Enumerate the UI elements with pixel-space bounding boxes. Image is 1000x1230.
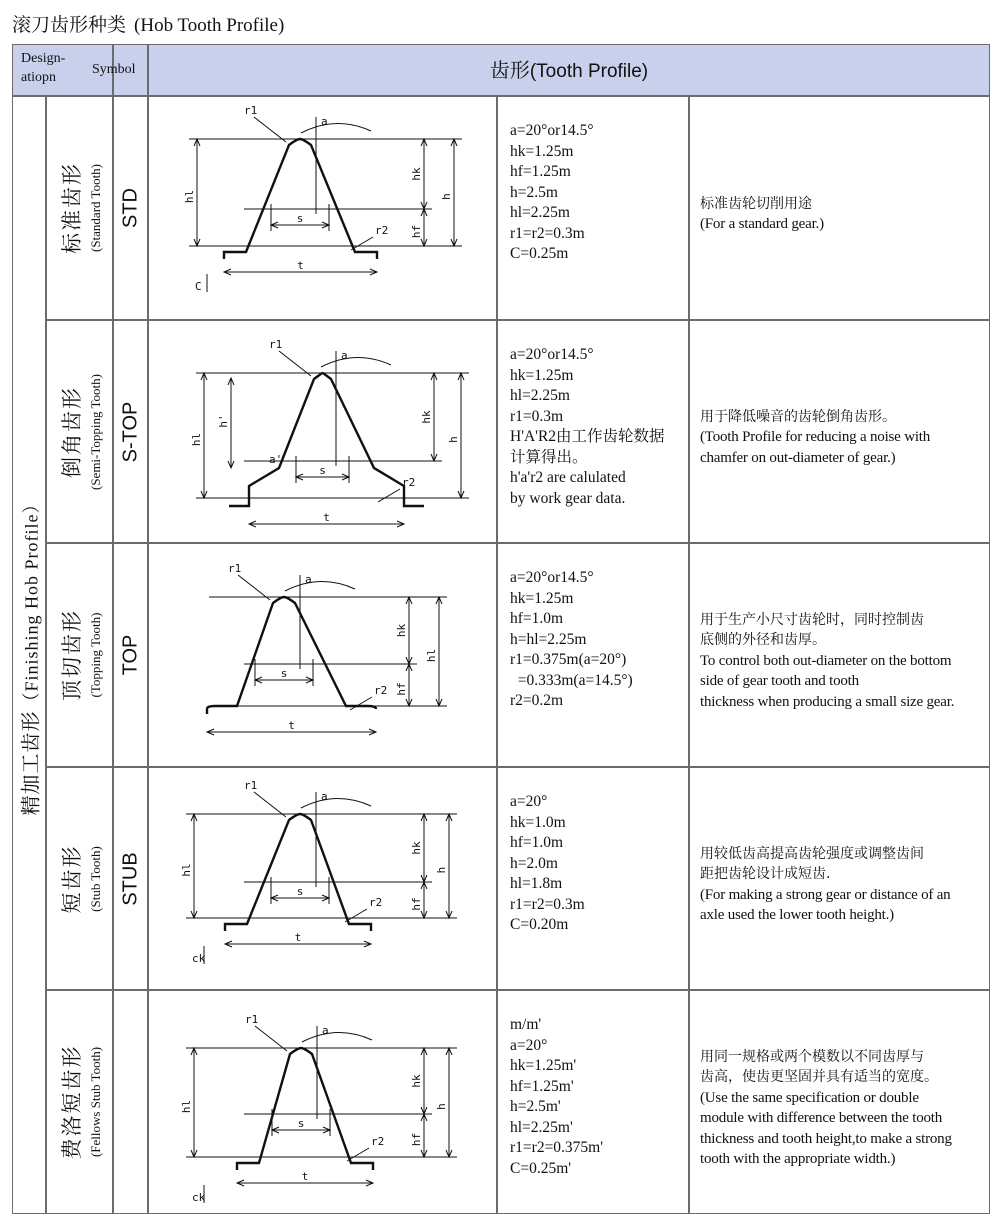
label-hf: hf bbox=[410, 224, 423, 239]
description-cell-row-4 bbox=[689, 767, 990, 990]
symbol-cell-row-2 bbox=[113, 320, 148, 543]
label-h-prime: h' bbox=[217, 414, 230, 428]
label-hf: hf bbox=[395, 682, 408, 696]
label-ck: ck bbox=[192, 1191, 206, 1204]
r1-leader bbox=[254, 792, 286, 817]
label-a: a bbox=[341, 349, 348, 362]
designation-label bbox=[56, 609, 104, 701]
parameter-line: a=20°or14.5° bbox=[510, 122, 594, 139]
description-cn-line: 距把齿轮设计成短齿. bbox=[700, 866, 831, 882]
designation-cell-row-4 bbox=[46, 767, 113, 990]
parameter-line: h'a'r2 are calulated bbox=[510, 469, 626, 486]
angle-arc bbox=[321, 357, 391, 367]
designation-label bbox=[56, 162, 104, 254]
label-s: s bbox=[296, 885, 304, 898]
parameter-line: r1=0.3m bbox=[510, 407, 564, 425]
label-r1: r1 bbox=[269, 338, 283, 351]
designation-en: (Stub Tooth) bbox=[87, 845, 103, 912]
parameter-line: r1=r2=0.375m' bbox=[510, 1139, 604, 1156]
label-s: s bbox=[296, 212, 304, 225]
label-hk: hk bbox=[410, 167, 423, 181]
designation-cell-row-3 bbox=[46, 543, 113, 767]
header-symbol bbox=[92, 44, 148, 96]
description-cn-line: 用于生产小尺寸齿轮时，同时控制齿 bbox=[700, 611, 924, 628]
designation-label bbox=[56, 1045, 104, 1160]
parameter-line: C=0.25m bbox=[510, 245, 569, 262]
parameter-line: C=0.20m bbox=[510, 916, 569, 933]
tooth-profile-diagram bbox=[149, 97, 498, 319]
parameter-line: hk=1.25m bbox=[510, 366, 574, 384]
designation-en: (Fellows Stub Tooth) bbox=[87, 1046, 103, 1158]
description-en-line: axle used the lower tooth height.) bbox=[700, 907, 894, 923]
description-en-line: thickness and tooth height,to make a strong bbox=[700, 1130, 952, 1147]
description-cn-line: 底侧的外径和齿厚。 bbox=[700, 632, 826, 649]
symbol-cell-row-1 bbox=[113, 96, 148, 320]
r2-leader bbox=[345, 909, 367, 922]
description-cn-line: 齿高，使齿更坚固并具有适当的宽度。 bbox=[700, 1069, 938, 1085]
parameter-line: a=20° bbox=[510, 1036, 548, 1054]
description-en-line: (For a standard gear.) bbox=[700, 216, 824, 232]
parameter-line: a=20°or14.5° bbox=[510, 569, 594, 586]
parameter-line: h=2.5m bbox=[510, 183, 558, 201]
parameter-line: r1=r2=0.3m bbox=[510, 224, 585, 242]
profile-diagram-cell-row-5 bbox=[148, 990, 497, 1214]
tooth-profile-diagram bbox=[149, 991, 498, 1213]
header-profile-cn: 齿形 bbox=[489, 58, 530, 82]
label-hk: hk bbox=[410, 841, 423, 855]
designation-cell-row-5 bbox=[46, 990, 113, 1214]
label-h: h bbox=[435, 1103, 448, 1110]
label-a: a bbox=[322, 1024, 329, 1037]
angle-arc bbox=[301, 798, 371, 808]
group-cell bbox=[12, 96, 46, 1214]
header-symbol-label: Symbol bbox=[92, 62, 136, 77]
label-h: h bbox=[447, 436, 460, 443]
symbol-label: STUB bbox=[119, 851, 141, 906]
label-hk: hk bbox=[395, 623, 408, 638]
designation-label bbox=[56, 373, 104, 489]
description-en-line: To control both out-diameter on the bottom bbox=[700, 652, 952, 669]
parameter-line: m/m' bbox=[510, 1016, 542, 1033]
profile-diagram-cell-row-3 bbox=[148, 543, 497, 767]
symbol-cell-row-4 bbox=[113, 767, 148, 990]
description-en-line: chamfer on out-diameter of gear.) bbox=[700, 449, 896, 466]
header-tooth-profile bbox=[148, 44, 990, 96]
parameter-line: hk=1.25m' bbox=[510, 1057, 577, 1074]
label-t: t bbox=[323, 511, 330, 524]
angle-arc bbox=[302, 1032, 372, 1042]
profile-diagram-cell-row-4 bbox=[148, 767, 497, 990]
tooth-profile-diagram bbox=[149, 768, 498, 990]
label-hf: hf bbox=[410, 1132, 423, 1147]
description-cn-line: 用同一规格或两个模数以不同齿厚与 bbox=[700, 1048, 924, 1065]
label-r2: r2 bbox=[369, 896, 383, 909]
group-label bbox=[15, 494, 44, 815]
page-title-cn: 滚刀齿形种类 bbox=[12, 14, 127, 36]
parameters-cell-row-4 bbox=[497, 767, 689, 990]
profile-diagram-cell-row-2 bbox=[148, 320, 497, 543]
tooth-outline bbox=[229, 373, 424, 506]
tooth-outline bbox=[225, 814, 371, 931]
designation-cn: 费洛短齿形 bbox=[59, 1044, 84, 1160]
description-en-line: (For making a strong gear or distance of an bbox=[700, 886, 951, 903]
dim-h bbox=[446, 814, 452, 918]
parameter-line: 计算得出。 bbox=[510, 448, 588, 466]
description-cn-line: 用较低齿高提高齿轮强度或调整齿间 bbox=[700, 845, 924, 862]
dim-h bbox=[446, 1048, 452, 1157]
label-hk: hk bbox=[410, 1074, 423, 1088]
tooth-profile-diagram bbox=[149, 544, 498, 766]
description-cn-line: 标准齿轮切削用途 bbox=[700, 195, 812, 212]
symbol-label: STD bbox=[119, 188, 141, 228]
description-en-line: tooth with the appropriate width.) bbox=[700, 1151, 896, 1167]
parameter-line: H'A'R2由工作齿轮数据 bbox=[510, 428, 665, 445]
label-C: C bbox=[195, 280, 202, 293]
label-hl: hl bbox=[180, 1099, 193, 1114]
label-s: s bbox=[280, 667, 288, 680]
label-a: a bbox=[321, 115, 328, 128]
designation-cell-row-1 bbox=[46, 96, 113, 320]
parameters-cell-row-2 bbox=[497, 320, 689, 543]
designation-cn: 倒角齿形 bbox=[59, 385, 84, 478]
parameters-cell-row-5 bbox=[497, 990, 689, 1214]
label-t: t bbox=[288, 719, 295, 732]
label-r2: r2 bbox=[402, 476, 416, 489]
page-title bbox=[12, 10, 284, 37]
description-cell-row-2 bbox=[689, 320, 990, 543]
label-r1: r1 bbox=[245, 1013, 259, 1026]
group-label-cn: 精加工齿形 bbox=[18, 710, 43, 816]
parameter-line: r1=0.375m(a=20°) bbox=[510, 651, 627, 668]
parameter-line: r1=r2=0.3m bbox=[510, 895, 585, 913]
label-t: t bbox=[297, 259, 304, 272]
page-title-en: (Hob Tooth Profile) bbox=[134, 15, 285, 36]
description-en-line: (Use the same specification or double bbox=[700, 1089, 919, 1106]
symbol-cell-row-5 bbox=[113, 990, 148, 1214]
angle-arc bbox=[285, 581, 355, 591]
description-en-line: module with difference between the tooth bbox=[700, 1110, 943, 1126]
r1-leader bbox=[279, 351, 311, 376]
description-cell-row-1 bbox=[689, 96, 990, 320]
r1-leader bbox=[254, 117, 286, 142]
parameter-line: hl=2.25m bbox=[510, 204, 570, 221]
label-hk: hk bbox=[420, 410, 433, 424]
label-s: s bbox=[297, 1117, 305, 1130]
parameter-line: hl=2.25m bbox=[510, 387, 570, 404]
designation-label bbox=[56, 844, 104, 913]
description-en-line: side of gear tooth and tooth bbox=[700, 673, 859, 690]
parameter-line: hf=1.25m bbox=[510, 163, 571, 180]
r2-leader bbox=[378, 489, 400, 502]
parameter-line: =0.333m(a=14.5°) bbox=[510, 671, 633, 689]
designation-en: (Topping Tooth) bbox=[87, 612, 103, 698]
symbol-label: S-TOP bbox=[119, 401, 141, 462]
label-r2: r2 bbox=[374, 684, 388, 697]
parameter-line: h=2.0m bbox=[510, 854, 558, 872]
header-designation-line2: atiopn bbox=[21, 70, 56, 85]
parameter-line: hk=1.25m bbox=[510, 142, 574, 160]
header-designation-line1: Design- bbox=[21, 51, 66, 66]
angle-arc bbox=[301, 123, 371, 133]
dim-h bbox=[458, 373, 464, 498]
description-en-line: (Tooth Profile for reducing a noise with bbox=[700, 429, 931, 446]
r1-leader bbox=[255, 1026, 287, 1051]
parameter-line: a=20° bbox=[510, 793, 548, 810]
label-r2: r2 bbox=[371, 1135, 385, 1148]
parameter-line: hl=2.25m' bbox=[510, 1118, 573, 1136]
parameter-line: hf=1.0m bbox=[510, 834, 564, 851]
designation-cn: 标准齿形 bbox=[59, 162, 84, 254]
parameter-line: hf=1.25m' bbox=[510, 1077, 574, 1095]
parameter-line: r2=0.2m bbox=[510, 692, 564, 709]
parameter-line: h=hl=2.25m bbox=[510, 630, 587, 648]
symbol-cell-row-3 bbox=[113, 543, 148, 767]
label-a: a bbox=[321, 790, 328, 803]
r2-leader bbox=[351, 237, 373, 250]
label-hf: hf bbox=[410, 897, 423, 911]
label-a: a bbox=[305, 573, 312, 586]
designation-cn: 顶切齿形 bbox=[59, 609, 84, 701]
parameter-line: hf=1.0m bbox=[510, 610, 564, 627]
r2-leader bbox=[350, 697, 372, 710]
parameter-line: a=20°or14.5° bbox=[510, 346, 594, 363]
parameter-line: by work gear data. bbox=[510, 489, 626, 507]
designation-cell-row-2 bbox=[46, 320, 113, 543]
label-r2: r2 bbox=[375, 224, 389, 237]
r1-leader bbox=[238, 575, 270, 600]
parameter-line: hk=1.0m bbox=[510, 813, 566, 831]
tooth-outline bbox=[207, 597, 376, 714]
description-cell-row-3 bbox=[689, 543, 990, 767]
description-en-line: thickness when producing a small size gear. bbox=[700, 693, 955, 710]
description-cell-row-5 bbox=[689, 990, 990, 1214]
profile-diagram-cell-row-1 bbox=[148, 96, 497, 320]
parameter-line: hl=1.8m bbox=[510, 875, 563, 892]
group-label-en: （Finishing Hob Profile） bbox=[21, 494, 42, 711]
label-ck: ck bbox=[192, 952, 206, 965]
parameter-line: h=2.5m' bbox=[510, 1098, 561, 1115]
parameters-cell-row-1 bbox=[497, 96, 689, 320]
label-a-prime: a' bbox=[269, 453, 283, 466]
tooth-outline bbox=[237, 1048, 373, 1170]
tooth-profile-diagram bbox=[149, 321, 498, 543]
designation-cn: 短齿形 bbox=[59, 844, 84, 913]
label-h: h bbox=[440, 193, 453, 200]
label-hl: hl bbox=[190, 432, 203, 447]
parameter-line: hk=1.25m bbox=[510, 589, 574, 607]
label-hl: hl bbox=[180, 863, 193, 877]
header-profile-en: (Tooth Profile) bbox=[529, 61, 649, 82]
label-h: h bbox=[435, 866, 448, 874]
label-r1: r1 bbox=[228, 562, 242, 575]
label-t: t bbox=[294, 931, 302, 944]
dim-h bbox=[451, 139, 457, 246]
label-r1: r1 bbox=[244, 779, 258, 792]
label-hl: hl bbox=[425, 648, 438, 663]
r2-leader bbox=[347, 1148, 369, 1161]
label-s: s bbox=[319, 464, 326, 477]
label-hl: hl bbox=[183, 189, 196, 204]
label-r1: r1 bbox=[244, 104, 258, 117]
description-cn-line: 用于降低噪音的齿轮倒角齿形。 bbox=[700, 408, 896, 425]
tooth-outline bbox=[224, 139, 377, 259]
parameter-line: C=0.25m' bbox=[510, 1159, 572, 1177]
parameters-cell-row-3 bbox=[497, 543, 689, 767]
label-t: t bbox=[301, 1170, 309, 1183]
designation-en: (Standard Tooth) bbox=[87, 163, 103, 253]
symbol-label: TOP bbox=[119, 634, 141, 676]
designation-en: (Semi-Topping Tooth) bbox=[87, 373, 103, 490]
